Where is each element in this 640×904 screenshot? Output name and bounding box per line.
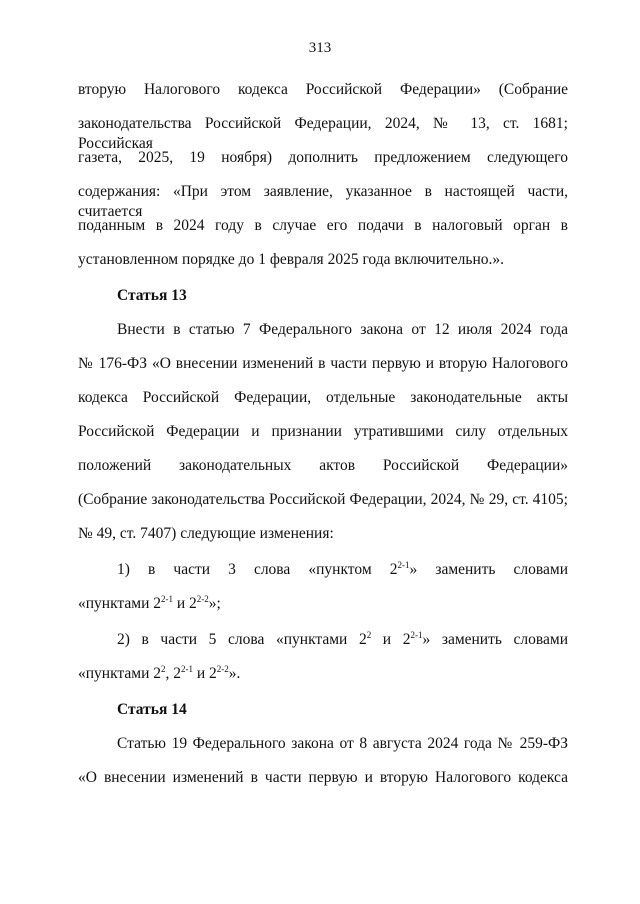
list-item: 1) в части 3 слова «пунктом 2$^{2-1}$» заменить словами — [117, 560, 568, 578]
text-line: законодательства Российской Федерации, 2024, № 13, ст. 1681; Российская — [78, 115, 568, 152]
text-line: Внести в статью 7 Федерального закона от 12 июля 2024 года — [117, 321, 568, 338]
list-item-continuation: «пунктами $2^2$, 2$^{2-1}$ и 2$^{2-2}$». — [78, 664, 241, 682]
text-line: № 176-ФЗ «О внесении изменений в части первую и вторую Налогового — [78, 355, 568, 372]
text-line: Статью 19 Федерального закона от 8 августа 2024 года № 259-ФЗ — [117, 735, 568, 752]
text-line: Российской Федерации и признании утратившими силу отдельных — [78, 423, 568, 440]
article-heading: Статья 13 — [117, 287, 187, 304]
text-line: (Собрание законодательства Российской Федерации, 2024, № 29, ст. 4105; — [78, 491, 568, 508]
article-heading: Статья 14 — [117, 701, 187, 718]
text-line: № 49, ст. 7407) следующие изменения: — [78, 525, 334, 542]
text-line: газета, 2025, 19 ноября) дополнить предложением следующего — [78, 149, 568, 166]
text-line: поданным в 2024 году в случае его подачи в налоговый орган в — [78, 217, 568, 234]
text-line: кодекса Российской Федерации, отдельные законодательные акты — [78, 389, 568, 406]
list-item: 2) в части 5 слова «пунктами $2^2$ и 2$^{2-1}$» заменить словами — [117, 630, 569, 648]
text-line: установленном порядке до 1 февраля 2025 года включительно.». — [78, 251, 505, 268]
page-number: 313 — [308, 40, 332, 56]
text-line: «О внесении изменений в части первую и вторую Налогового кодекса — [78, 769, 568, 786]
text-line: положений законодательных актов Российской Федерации» — [78, 457, 568, 474]
list-item-continuation: «пунктами 2$^{2-1}$ и 2$^{2-2}$»; — [78, 594, 221, 612]
text-line: содержания: «При этом заявление, указанное в настоящей части, считается — [78, 183, 568, 220]
text-line: вторую Налогового кодекса Российской Федерации» (Собрание — [78, 81, 568, 98]
